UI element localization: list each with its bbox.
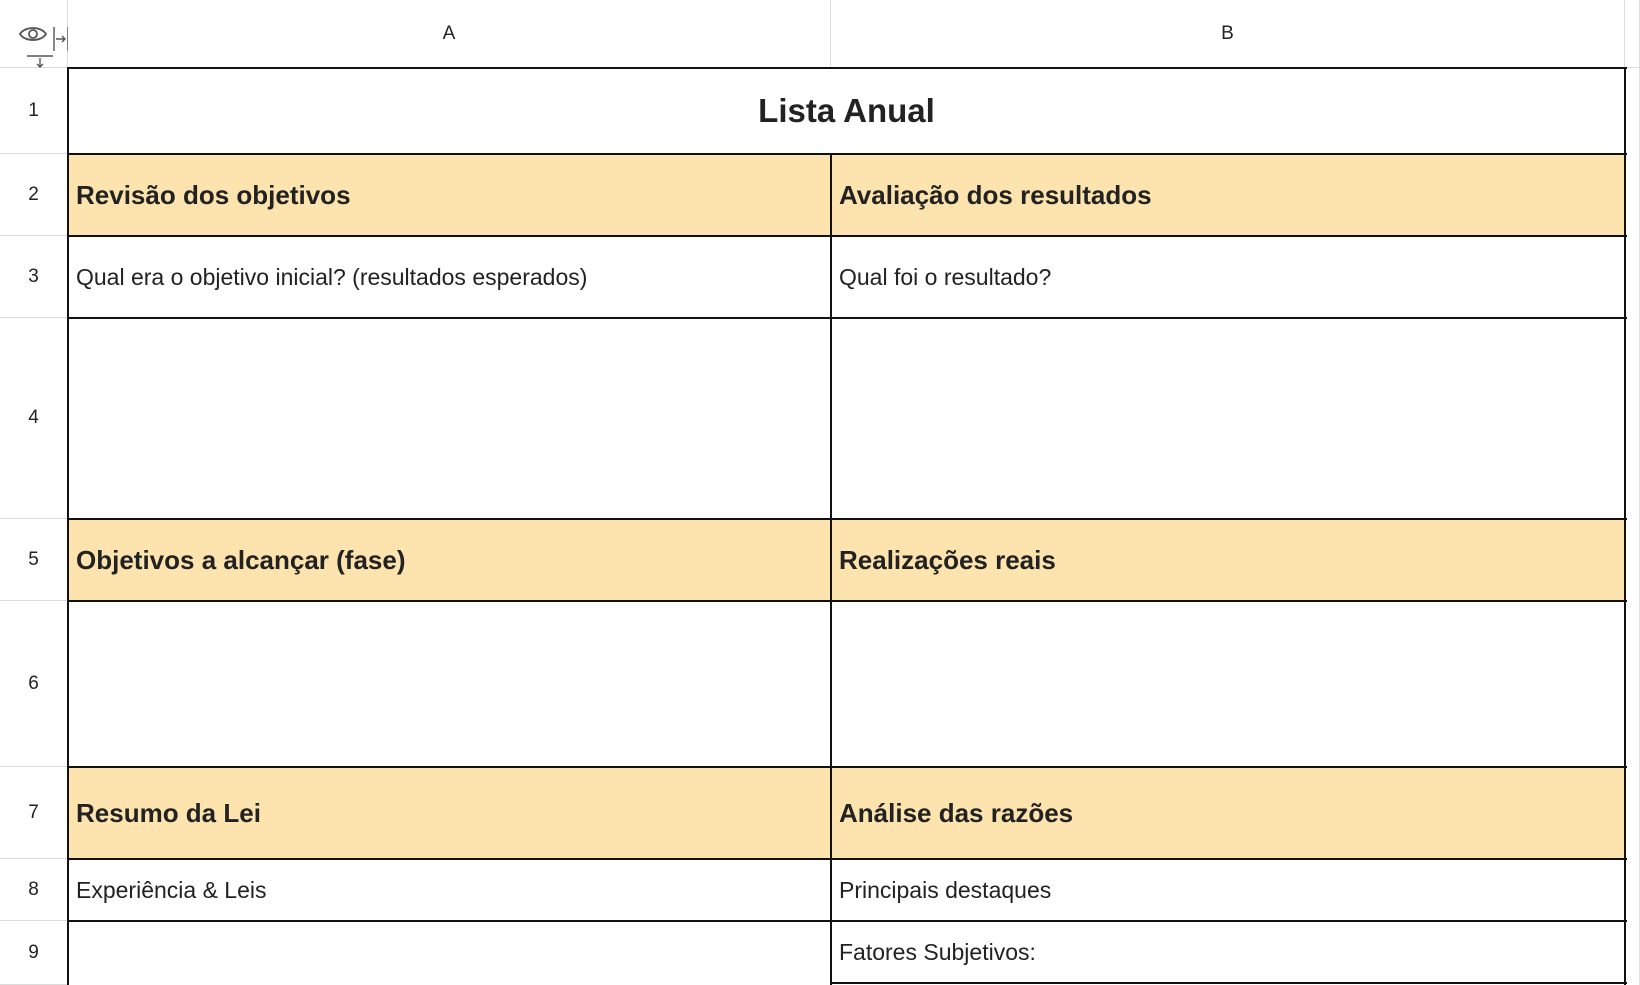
border-row-4 [67,518,1627,520]
column-header-b[interactable]: B [831,0,1625,68]
cell-a7[interactable]: Resumo da Lei [68,767,831,859]
border-row-7 [67,858,1627,860]
cell-a1-title[interactable]: Lista Anual [758,92,935,129]
cell-a3[interactable]: Qual era o objetivo inicial? (resultados esperados) [76,263,588,290]
border-row-1 [67,153,1627,155]
border-row-6 [67,766,1627,768]
cell-b4[interactable] [831,318,1625,519]
border-row-8 [67,920,1627,922]
eye-icon[interactable] [18,24,48,44]
cell-b2[interactable]: Avaliação dos resultados [831,154,1625,236]
cell-a8[interactable]: Experiência & Leis [76,876,267,903]
border-right [1624,67,1626,985]
row-header-5[interactable]: 5 [0,519,68,601]
cell-a9[interactable] [68,921,831,985]
cell-a2[interactable]: Revisão dos objetivos [68,154,831,236]
row-header-4[interactable]: 4 [0,318,68,519]
border-top [67,67,1627,69]
row-header-9[interactable]: 9 [0,921,68,985]
border-row-9-b [830,982,1627,984]
border-left [67,67,69,985]
cell-b3[interactable]: Qual foi o resultado? [839,263,1052,290]
cell-a6[interactable] [68,601,831,767]
cell-a5[interactable]: Objetivos a alcançar (fase) [68,519,831,601]
row-header-3[interactable]: 3 [0,236,68,318]
column-header-a[interactable]: A [68,0,831,68]
cell-b8[interactable]: Principais destaques [839,876,1052,903]
cell-b7[interactable]: Análise das razões [831,767,1625,859]
row-header-8[interactable]: 8 [0,859,68,921]
row-header-1[interactable]: 1 [0,68,68,154]
cell-b6[interactable] [831,601,1625,767]
row-header-7[interactable]: 7 [0,767,68,859]
border-row-5 [67,600,1627,602]
border-row-3 [67,317,1627,319]
border-row-2 [67,235,1627,237]
cell-b5[interactable]: Realizações reais [831,519,1625,601]
border-middle [830,153,832,985]
row-header-6[interactable]: 6 [0,601,68,767]
column-header-blank[interactable] [1625,0,1640,68]
row-header-2[interactable]: 2 [0,154,68,236]
sheet-corner [0,0,68,68]
cell-a4[interactable] [68,318,831,519]
cell-b9[interactable]: Fatores Subjetivos: [839,938,1036,965]
